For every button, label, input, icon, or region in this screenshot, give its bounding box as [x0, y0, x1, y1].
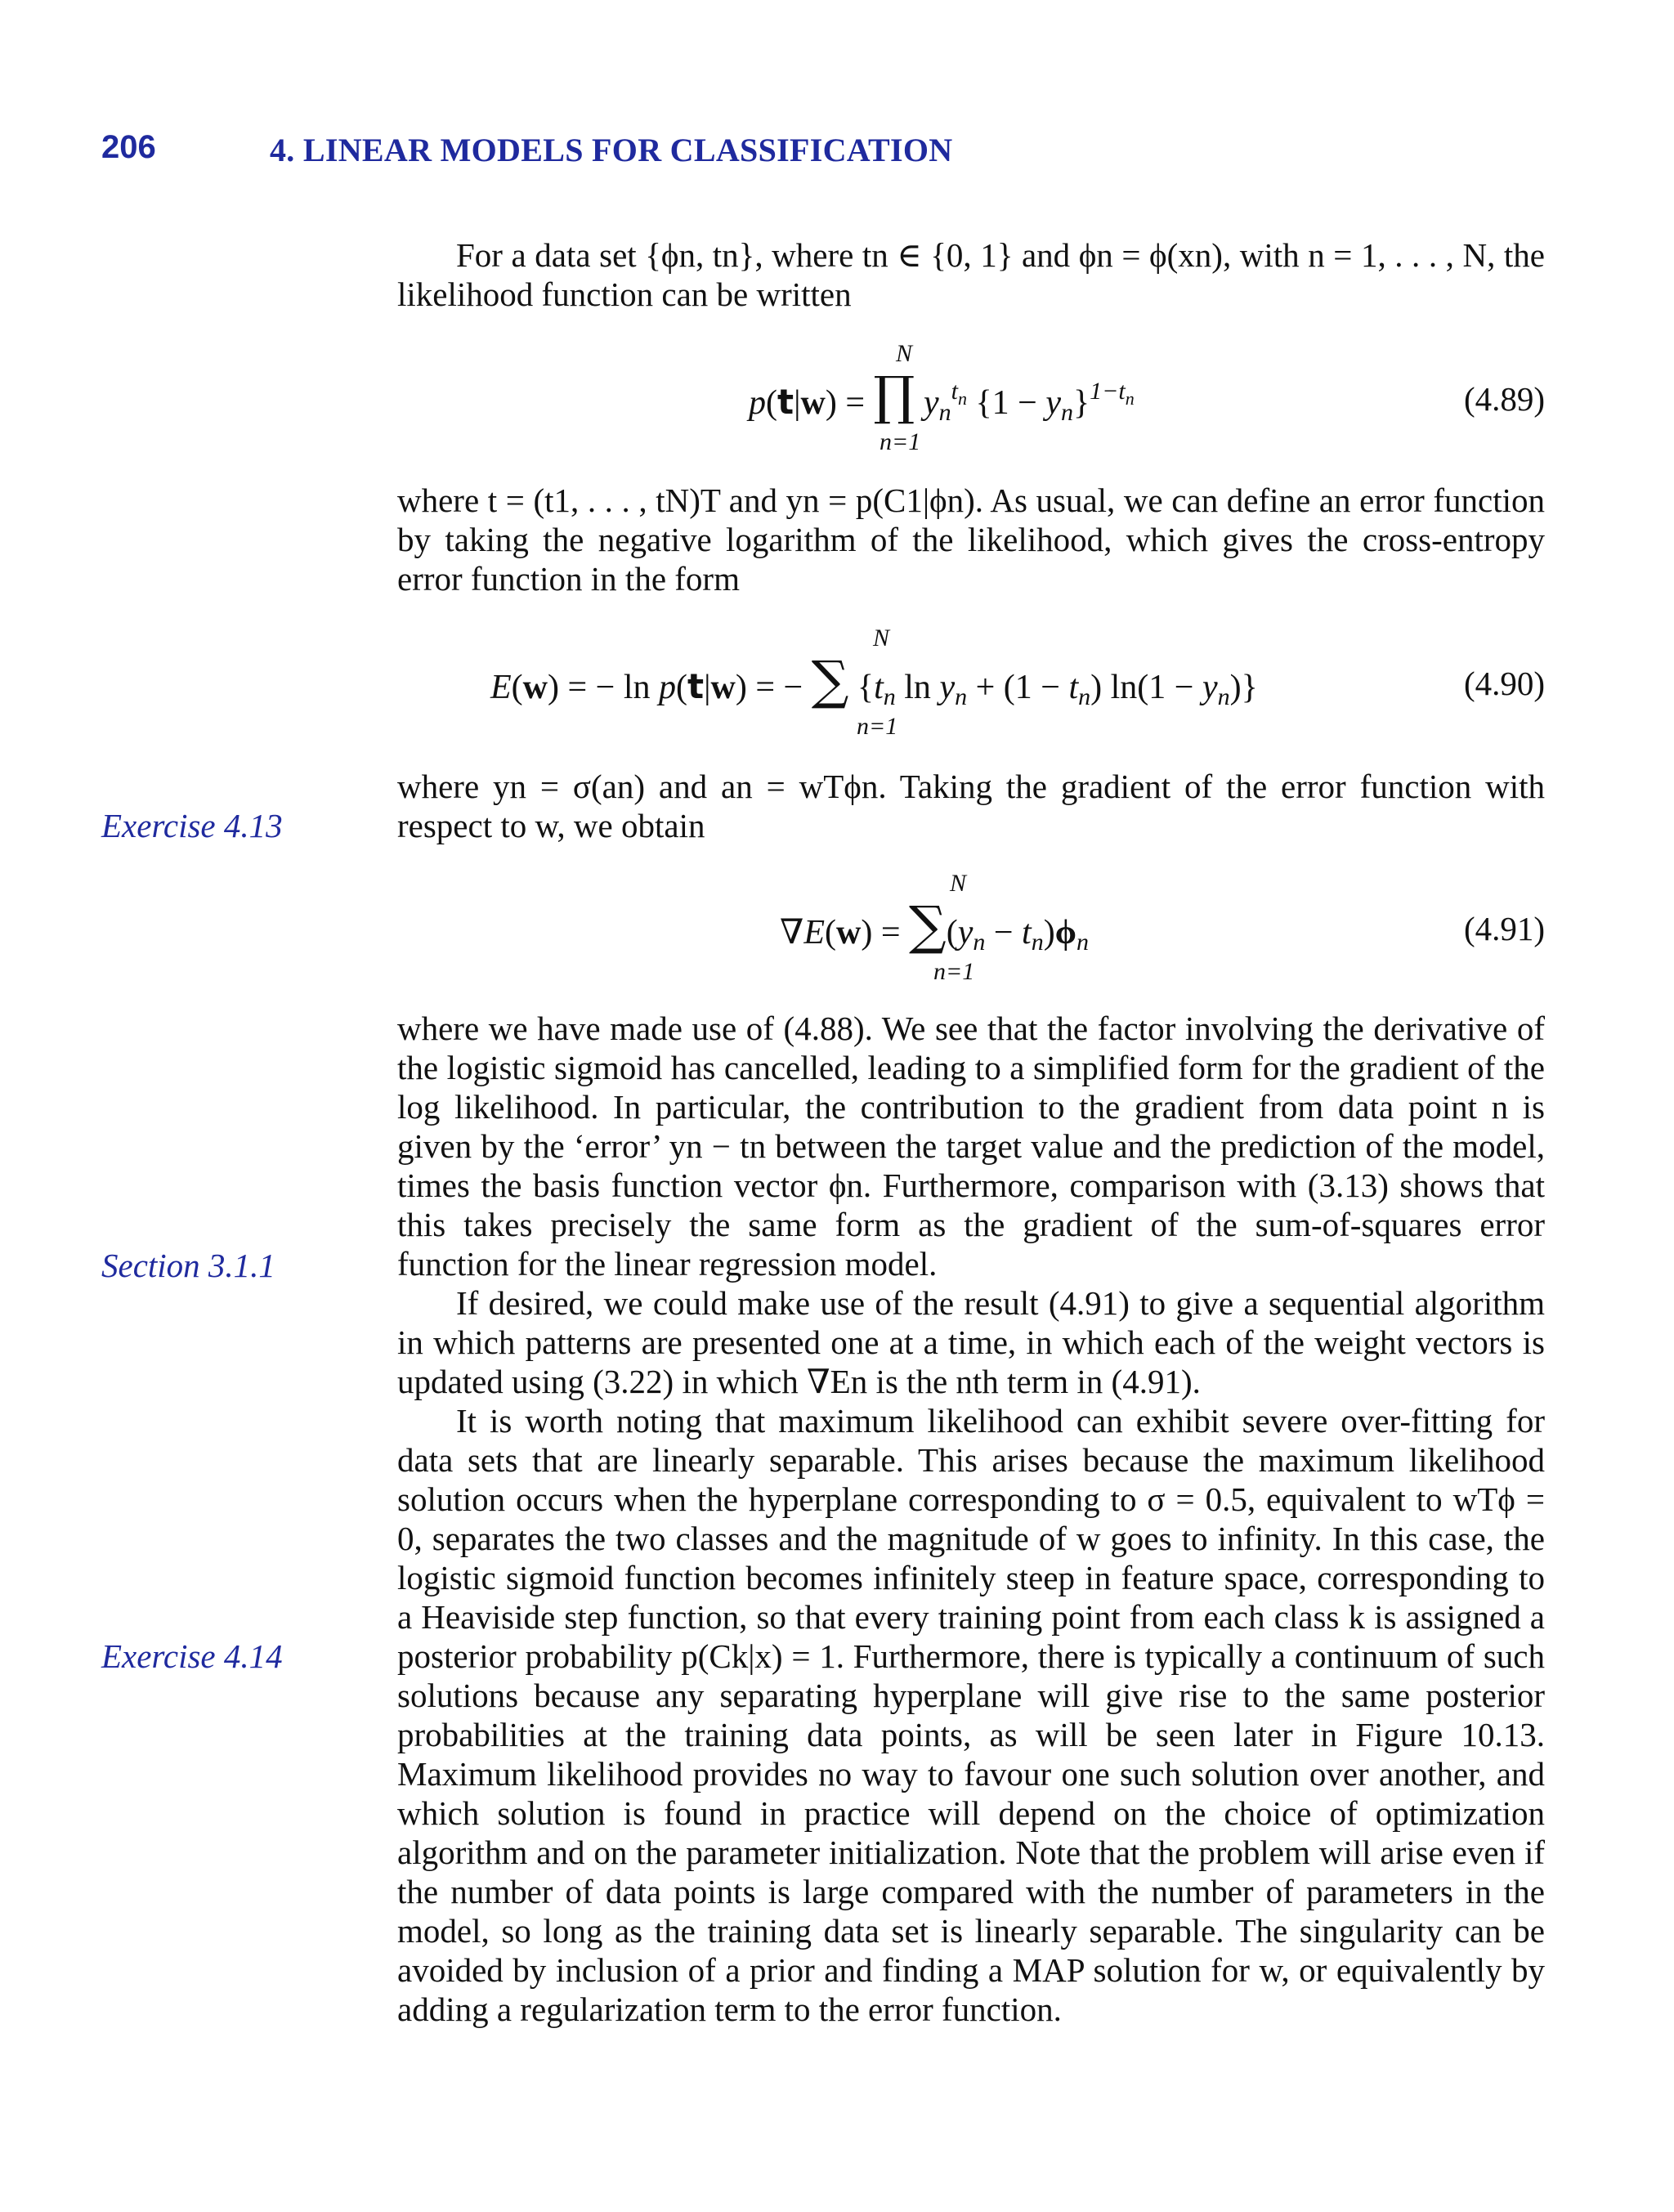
main-text-block: [397, 1009, 1545, 2029]
paragraph-1: [397, 235, 1545, 314]
margin-note-section-3-1-1[interactable]: Section 3.1.1: [101, 1247, 275, 1284]
product-upper-limit: N: [896, 340, 913, 367]
equation-4-91: [397, 870, 1545, 992]
equation-4-89: [397, 340, 1545, 463]
paragraph-2-text: where t = (t1, . . . , tN)T and yn = p(C1|ϕn). As usual, we can define an error function by taking the negative logarithm of the likelihood, which gives the cross-entropy error function in the form: [397, 481, 1545, 598]
margin-note-exercise-4-13[interactable]: Exercise 4.13: [101, 807, 283, 844]
page-number: 206: [101, 129, 156, 165]
margin-note-exercise-4-14[interactable]: Exercise 4.14: [101, 1637, 283, 1675]
paragraph-3: [397, 767, 1545, 845]
equation-4-89-body: p(t|w) = ∏ $yn^{t_n}$ {1 − yn}$^{1-t_n}$: [749, 366, 1135, 427]
sum-upper-limit-4-91: N: [950, 870, 967, 897]
running-header: [101, 129, 1573, 178]
equation-number-4-91: (4.91): [1463, 910, 1545, 947]
sum-lower-limit-4-90: n=1: [857, 713, 898, 740]
chapter-title: 4. LINEAR MODELS FOR CLASSIFICATION: [270, 132, 953, 168]
sum-upper-limit-4-90: N: [873, 625, 890, 652]
sum-lower-limit-4-91: n=1: [933, 958, 975, 985]
paragraph-4-text: where we have made use of (4.88). We see that the factor involving the derivative of the logistic sigmoid has cancelled, leading to a simplified form for the gradient of the log likelihood. In particular, the contribution to the gradient from data point n is given by the ‘error’ yn − tn between the target value and the prediction of the model, times the basis function vector ϕn. Furthermore, comparison with (3.13) shows that this takes precisely the same form as the gradient of the sum-of-squares error function for the linear regression model.: [397, 1010, 1545, 1283]
paragraph-6-text: It is worth noting that maximum likelihood can exhibit severe over-fitting for data sets that are linearly separable. This arises because the maximum likelihood solution occurs when the hyperplane corresponding to σ = 0.5, equivalent to wTϕ = 0, separates the two classes and the magnitude of w goes to infinity. In this case, the logistic sigmoid function becomes infinitely steep in feature space, corresponding to a Heaviside step function, so that every training point from each class k is assigned a posterior probability p(Ck|x) = 1. Furthermore, there is typically a continuum of such solutions because any separating hyperplane will give rise to the same posterior probabilities at the training data points, as will be seen later in Figure 10.13. Maximum likelihood provides no way to favour one such solution over another, and which solution is found in practice will depend on the choice of optimization algorithm and on the parameter initialization. Note that the problem will arise even if the number of data points is large compared with the number of parameters in the model, so long as the training data set is linearly separable. The singularity can be avoided by inclusion of a prior and finding a MAP solution for w, or equivalently by adding a regularization term to the error function.: [397, 1402, 1545, 2028]
product-lower-limit: n=1: [880, 428, 921, 455]
equation-number-4-90: (4.90): [1463, 665, 1545, 702]
equation-4-90-body: E(w) = − ln p(t|w) = − ∑ {tn ln yn + (1 − tn) ln(1 − yn)}: [490, 651, 1258, 711]
paragraph-1-text: For a data set {ϕn, tn}, where tn ∈ {0, 1} and ϕn = ϕ(xn), with n = 1, . . . , N, the likelihood function can be written: [397, 236, 1545, 313]
paragraph-5-text: If desired, we could make use of the result (4.91) to give a sequential algorithm in which patterns are presented one at a time, in which each of the weight vectors is updated using (3.22) in which ∇En is the nth term in (4.91).: [397, 1284, 1545, 1400]
equation-4-91-body: ∇E(w) = ∑(yn − tn)ϕn: [780, 896, 1089, 956]
equation-number-4-89: (4.89): [1463, 380, 1545, 418]
paragraph-2: [397, 481, 1545, 598]
equation-4-90: [397, 625, 1545, 747]
paragraph-3-text: where yn = σ(an) and an = wTϕn. Taking the gradient of the error function with respect to w, we obtain: [397, 768, 1545, 844]
